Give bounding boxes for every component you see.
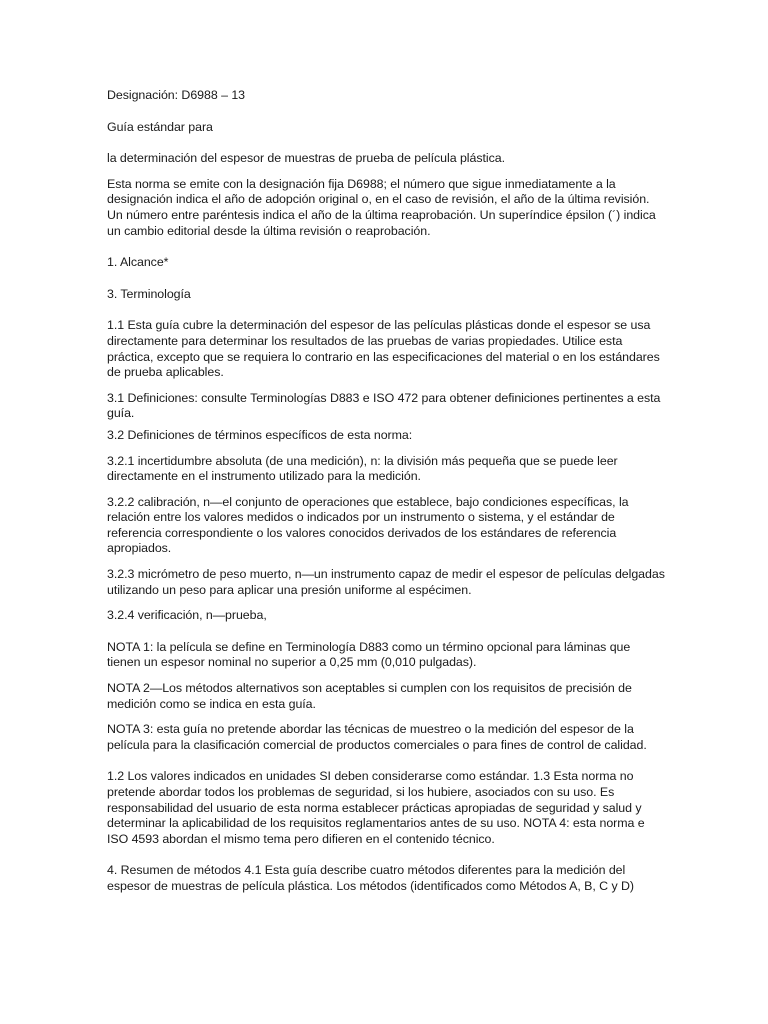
paragraph-3-2-3: 3.2.3 micrómetro de peso muerto, n—un instrumento capaz de medir el espesor de películas delgadas utilizando un peso para aplicar una presión uniforme al espécimen. — [107, 567, 665, 597]
document-page — [107, 88, 667, 895]
designation: Designación: D6988 – 13 — [107, 88, 245, 102]
paragraph-1-1: 1.1 Esta guía cubre la determinación del espesor de las películas plásticas donde el espesor se usa directamente para determinar los resultados de las pruebas de varias propiedades. Utilice esta práctica, excepto que se requiera lo contrario en las especificaciones del material o en los estándares de prueba aplicables. — [107, 318, 660, 380]
paragraph-3-2-1: 3.2.1 incertidumbre absoluta (de una medición), n: la división más pequeña que se puede leer directamente en el instrumento utilizado para la medición. — [107, 453, 618, 484]
document-subtitle: la determinación del espesor de muestras de prueba de película plástica. — [107, 151, 505, 166]
note-2: NOTA 2—Los métodos alternativos son aceptables si cumplen con los requisitos de precisión de medición como se indica en esta guía. — [107, 681, 632, 711]
section-terminology-heading: 3. Terminología — [107, 286, 191, 301]
intro-paragraph: Esta norma se emite con la designación fija D6988; el número que sigue inmediatamente a la designación indica el año de adopción original o, en el caso de revisión, el año de la última revisión. Un número entre paréntesis indica el año de la última reaprobación. Un superíndice épsilon (´) indica un cambio editorial desde la última revisión o reaprobación. — [107, 176, 656, 238]
paragraph-3-1: 3.1 Definiciones: consulte Terminologías D883 e ISO 472 para obtener definiciones pertinentes a esta guía. — [107, 390, 661, 421]
note-3: NOTA 3: esta guía no pretende abordar las técnicas de muestreo o la medición del espesor de la película para la clasificación comercial de productos comerciales o para fines de control de calidad. — [107, 722, 647, 752]
paragraph-3-2-4: 3.2.4 verificación, n—prueba, — [107, 608, 267, 623]
section-scope-heading: 1. Alcance* — [107, 255, 169, 270]
paragraph-1-2: 1.2 Los valores indicados en unidades SI deben considerarse como estándar. 1.3 Esta norma no pretende abordar todos los problemas de seguridad, si los hubiere, asociados con su uso. Es responsabilidad del usuario de esta norma establecer prácticas apropiadas de seguridad y salud y determinar la aplicabilidad de los requisitos reglamentarios antes de su uso. NOTA 4: esta norma e ISO 4593 abordan el mismo tema pero difieren en el contenido técnico. — [107, 769, 645, 846]
note-1: NOTA 1: la película se define en Terminología D883 como un término opcional para láminas que tienen un espesor nominal no superior a 0,25 mm (0,010 pulgadas). — [107, 639, 631, 670]
paragraph-3-2: 3.2 Definiciones de términos específicos de esta norma: — [107, 427, 413, 442]
paragraph-4: 4. Resumen de métodos 4.1 Esta guía describe cuatro métodos diferentes para la medición del espesor de muestras de película plástica. Los métodos (identificados como Métodos A, B, C y D) — [107, 863, 634, 893]
paragraph-3-2-2: 3.2.2 calibración, n—el conjunto de operaciones que establece, bajo condiciones específicas, la relación entre los valores medidos o indicados por un instrumento o sistema, y el estándar de referencia correspondiente o los valores conocidos derivados de los estándares de referencia apropiados. — [107, 494, 629, 556]
guide-title: Guía estándar para — [107, 119, 213, 134]
